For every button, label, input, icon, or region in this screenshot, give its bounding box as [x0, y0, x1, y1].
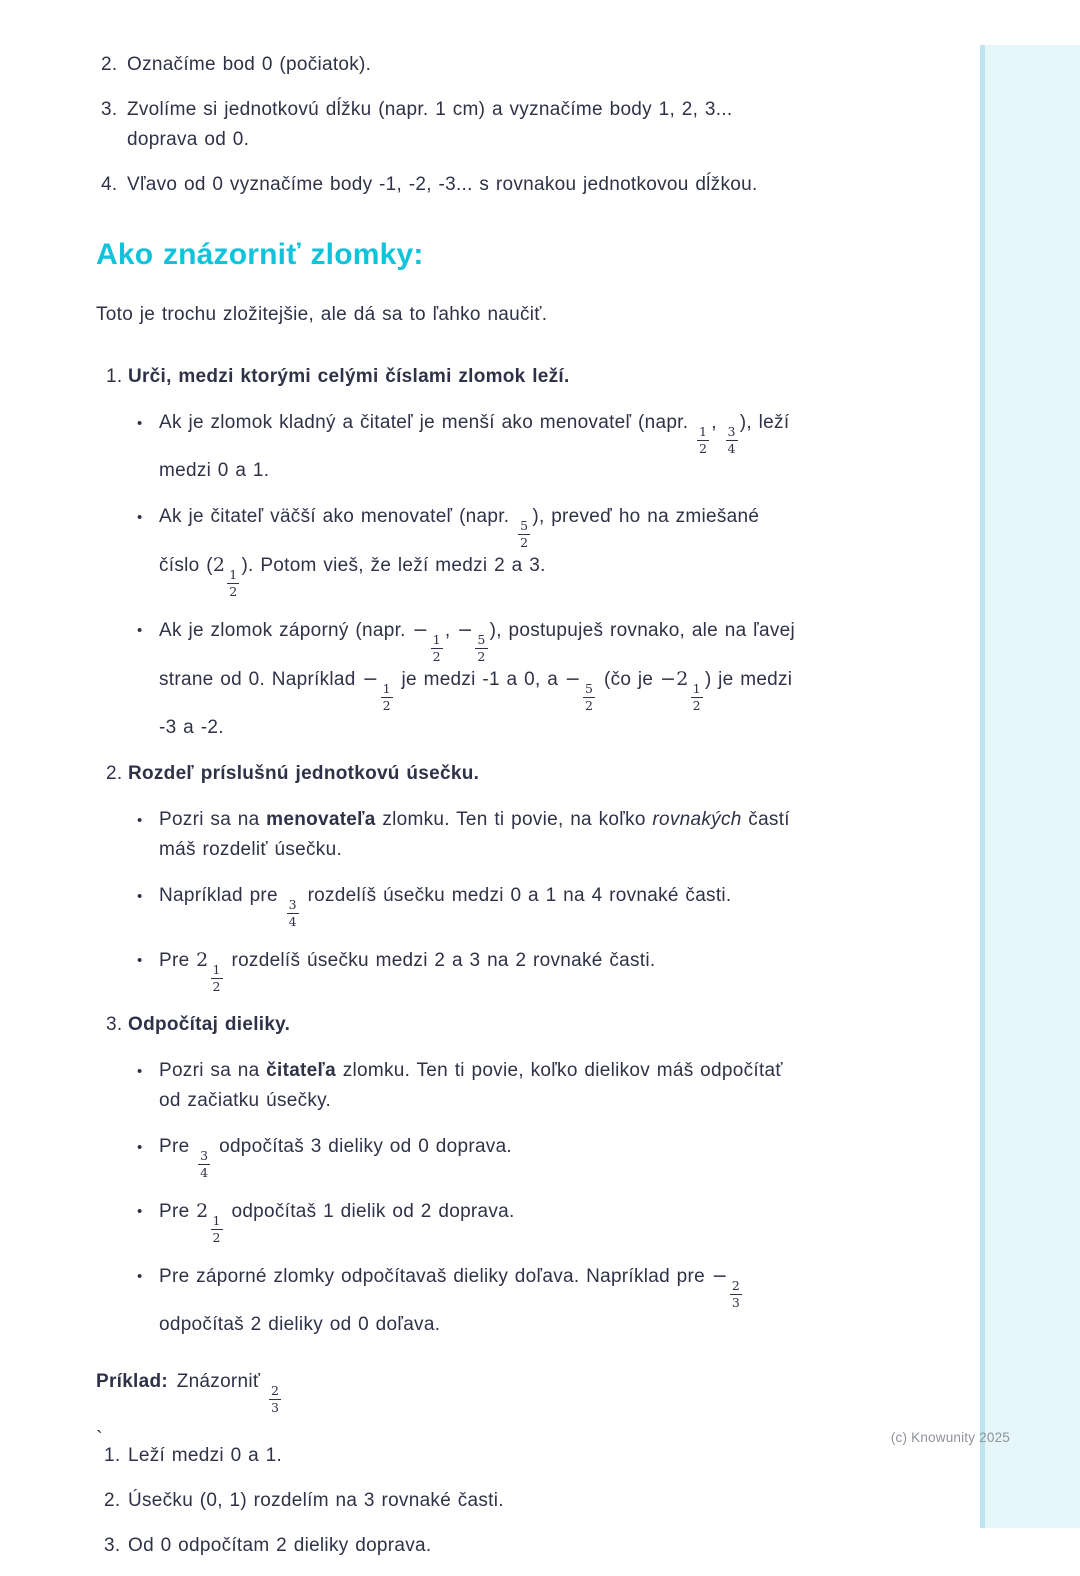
step-title-row — [106, 759, 801, 789]
fraction: $\frac{3}{4}$ — [288, 896, 297, 929]
steps-list — [96, 362, 801, 1340]
step-title-row — [106, 362, 801, 392]
fraction: $\frac{2}{3}$ — [731, 1277, 741, 1310]
fraction: $\frac{5}{2}$ — [585, 680, 594, 713]
bullet-dot: • — [137, 887, 143, 905]
footer-credit: (c) Knowunity 2025 — [890, 1430, 1010, 1445]
bullet-list — [106, 805, 801, 994]
fraction: $\frac{1}{2}$ — [229, 566, 238, 599]
list-item — [104, 1486, 801, 1516]
step-title: Rozdeľ príslušnú jednotkovú úsečku. — [128, 762, 480, 784]
item-number: 2. — [101, 54, 118, 75]
bullet-dot: • — [137, 1062, 143, 1080]
fraction: $\frac{1}{2}$ — [212, 1212, 221, 1245]
section-heading: Ako znázorniť zlomky: — [96, 238, 424, 271]
bullet-text: Ak je čitateľ väčší ako menovateľ (napr. $\frac{5}{2}$ ), preveď ho na zmiešané číslo (2 $\frac{1}{2}$ ). Potom vieš, že leží medzi 2 a 3. — [159, 505, 760, 599]
bullet-dot: • — [137, 1138, 143, 1156]
bullet-text: Pozri sa na menovateľa zlomku. Ten ti povie, na koľko rovnakých častí máš rozdeliť úsečku. — [159, 808, 790, 860]
item-text: Zvolíme si jednotkovú dĺžku (napr. 1 cm) a vyznačíme body 1, 2, 3... doprava od 0. — [127, 99, 733, 150]
math-text: 2 — [212, 553, 226, 576]
bullet-dot: • — [137, 621, 143, 639]
bullet-text: Pre 2 $\frac{1}{2}$ rozdelíš úsečku medzi 2 a 3 na 2 rovnaké časti. — [159, 948, 656, 994]
list-item — [104, 1531, 801, 1561]
bullet-dot: • — [137, 811, 143, 829]
bullet-list — [106, 408, 801, 743]
item-number: 1. — [104, 1444, 121, 1466]
math-text: − — [457, 618, 474, 641]
bullet-item — [137, 881, 801, 929]
item-text: Vľavo od 0 vyznačíme body -1, -2, -3... s rovnakou jednotkovou dĺžkou. — [127, 174, 758, 195]
bullet-item — [137, 408, 801, 486]
step-number: 3. — [106, 1013, 123, 1035]
bullet-text: Ak je zlomok záporný (napr. − $\frac{1}{2}$ , − $\frac{5}{2}$ ), postupuješ rovnako, ale na ľavej strane od 0. Napríklad − $\frac{1}{2}$ je medzi -1 a 0, a − $\frac{5}{2}$ (čo je −2 $\frac{1}{2}$ ) je medzi -3 a -2. — [159, 618, 795, 738]
item-text: Leží medzi 0 a 1. — [128, 1444, 283, 1466]
list-item — [101, 170, 801, 200]
list-item — [101, 95, 801, 155]
bullet-item — [137, 615, 801, 743]
fraction: $\frac{5}{2}$ — [520, 517, 529, 550]
item-text: Úsečku (0, 1) rozdelím na 3 rovnaké časti. — [128, 1489, 504, 1511]
list-item — [104, 1441, 801, 1471]
bullet-item — [137, 1261, 801, 1340]
item-text: Od 0 odpočítam 2 dieliky doprava. — [128, 1534, 432, 1556]
step-item — [106, 362, 801, 743]
math-text: − — [412, 618, 429, 641]
math-text: 2 — [196, 1199, 209, 1222]
item-text: Označíme bod 0 (počiatok). — [127, 54, 372, 75]
list-item — [101, 50, 801, 80]
step-item — [106, 759, 801, 994]
step-title: Odpočítaj dieliky. — [128, 1013, 291, 1035]
fraction: $\frac{1}{2}$ — [382, 680, 391, 713]
fraction: $\frac{2}{3}$ — [271, 1382, 280, 1415]
step-title-row — [106, 1010, 801, 1040]
bullet-item — [137, 805, 801, 865]
item-number: 3. — [104, 1534, 121, 1556]
math-text: − — [564, 667, 582, 690]
example-steps-list — [96, 1441, 801, 1561]
fraction: $\frac{1}{2}$ — [432, 631, 441, 664]
item-number: 4. — [101, 174, 118, 195]
bullet-dot: • — [137, 414, 143, 432]
document-content — [96, 50, 801, 1576]
fraction: $\frac{3}{4}$ — [727, 423, 736, 456]
bullet-item — [137, 945, 801, 994]
step-item — [106, 1010, 801, 1340]
bullet-text: Pre 2 $\frac{1}{2}$ odpočítaš 1 dielik od 2 doprava. — [159, 1199, 515, 1245]
bullet-item — [137, 502, 801, 599]
math-text: −2 — [659, 667, 689, 690]
bullet-dot: • — [137, 951, 143, 969]
fraction: $\frac{3}{4}$ — [200, 1147, 209, 1180]
math-text: 2 — [196, 948, 209, 971]
fraction: $\frac{5}{2}$ — [477, 631, 486, 664]
example-line: Príklad: Znázorniť $\frac{2}{3}$ — [96, 1370, 280, 1415]
item-number: 3. — [101, 99, 118, 120]
bullet-item — [137, 1132, 801, 1180]
bullet-text: Pre záporné zlomky odpočítavaš dieliky doľava. Napríklad pre − $\frac{2}{3}$ odpočítaš 2 dieliky od 0 doľava. — [159, 1264, 741, 1335]
stray-backtick: ` — [96, 1428, 103, 1450]
intro-paragraph: Toto je trochu zložitejšie, ale dá sa to ľahko naučiť. — [96, 303, 548, 325]
fraction: $\frac{1}{2}$ — [692, 680, 701, 713]
item-number: 2. — [104, 1489, 121, 1511]
step-number: 1. — [106, 365, 123, 387]
step-title: Urči, medzi ktorými celými číslami zlomok leží. — [128, 365, 570, 387]
bullet-dot: • — [137, 1267, 143, 1285]
bullet-list — [106, 1056, 801, 1340]
setup-list — [96, 50, 801, 200]
bullet-text: Pozri sa na čitateľa zlomku. Ten ti povie, koľko dielikov máš odpočítať od začiatku úsečky. — [159, 1059, 783, 1111]
bullet-dot: • — [137, 1202, 143, 1220]
bullet-item — [137, 1056, 801, 1116]
step-number: 2. — [106, 762, 123, 784]
bullet-text: Napríklad pre $\frac{3}{4}$ rozdelíš úsečku medzi 0 a 1 na 4 rovnaké časti. — [159, 884, 732, 929]
bullet-text: Pre $\frac{3}{4}$ odpočítaš 3 dieliky od 0 doprava. — [159, 1135, 512, 1180]
bullet-dot: • — [137, 508, 143, 526]
bullet-item — [137, 1196, 801, 1245]
fraction: $\frac{1}{2}$ — [699, 423, 708, 456]
math-text: − — [711, 1264, 728, 1287]
fraction: $\frac{1}{2}$ — [212, 961, 221, 994]
right-stripe — [980, 45, 1080, 1528]
math-text: − — [362, 667, 379, 690]
bullet-text: Ak je zlomok kladný a čitateľ je menší ako menovateľ (napr. $\frac{1}{2}$ , $\frac{3}{4}$ ), leží medzi 0 a 1. — [159, 411, 790, 481]
